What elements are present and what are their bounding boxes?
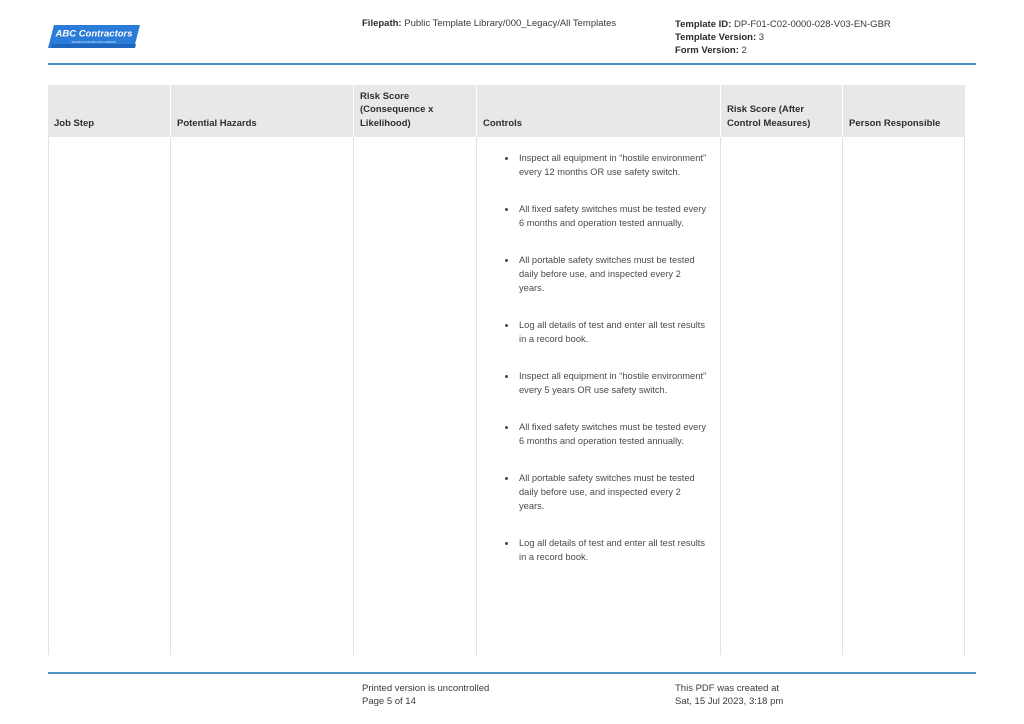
- form-version-label: Form Version:: [675, 45, 739, 56]
- cell-risk-score: [353, 137, 476, 655]
- form-version: [675, 44, 891, 57]
- footer-right: [675, 682, 783, 708]
- control-item: Inspect all equipment in “hostile environment” every 5 years OR use safety switch.: [503, 369, 712, 397]
- filepath-label: Filepath:: [362, 18, 402, 29]
- risk-assessment-table: [48, 85, 965, 655]
- template-id-label: Template ID:: [675, 19, 732, 30]
- control-item: Inspect all equipment in “hostile environment” every 12 months OR use safety switch.: [503, 151, 712, 179]
- control-item: All fixed safety switches must be tested every 6 months and operation tested annually.: [503, 202, 712, 230]
- column-header-job-step: Job Step: [48, 85, 170, 137]
- cell-potential-hazards: [170, 137, 353, 655]
- column-header-controls: Controls: [476, 85, 720, 137]
- header-divider: [48, 63, 976, 65]
- footer-left: [362, 682, 489, 708]
- form-version-value: 2: [741, 45, 747, 56]
- template-version-value: 3: [758, 32, 765, 43]
- control-item: Log all details of test and enter all test results in a record book.: [503, 318, 712, 346]
- control-item: Log all details of test and enter all test results in a record book.: [503, 536, 712, 564]
- svg-text:ABC Contractors: ABC Contractors: [55, 28, 133, 40]
- cell-risk-score-after: [720, 137, 842, 655]
- footer-divider: [48, 672, 976, 674]
- template-version: [675, 31, 891, 44]
- filepath: [362, 18, 616, 29]
- template-id-value: DP-F01-C02-0000-028-V03-EN-GBR: [733, 19, 891, 30]
- column-header-potential-hazards: Potential Hazards: [170, 85, 353, 137]
- template-version-label: Template Version:: [675, 32, 757, 43]
- created-timestamp: Sat, 15 Jul 2023, 3:18 pm: [675, 696, 784, 707]
- cell-controls: [476, 137, 720, 655]
- control-item: All fixed safety switches must be tested every 6 months and operation tested annually.: [503, 420, 712, 448]
- control-item: All portable safety switches must be tested daily before use, and inspected every 2 years.: [503, 471, 712, 513]
- cell-job-step: [48, 137, 170, 655]
- cell-person-responsible: [842, 137, 965, 655]
- control-item: All portable safety switches must be tested daily before use, and inspected every 2 years.: [503, 253, 712, 295]
- created-label: This PDF was created at: [675, 683, 780, 694]
- column-header-risk-score-after: Risk Score (After Control Measures): [720, 85, 842, 137]
- template-id: [675, 18, 891, 31]
- company-logo: [48, 24, 140, 49]
- column-header-risk-score: Risk Score (Consequence x Likelihood): [353, 85, 476, 137]
- controls-list: [503, 151, 712, 564]
- svg-text:EXAMPLE CONTRACTOR COMPANY: EXAMPLE CONTRACTOR COMPANY: [71, 41, 117, 44]
- uncontrolled-notice: Printed version is uncontrolled: [362, 683, 490, 694]
- column-header-person-responsible: Person Responsible: [842, 85, 965, 137]
- filepath-value: Public Template Library/000_Legacy/All Templates: [404, 18, 617, 29]
- abc-contractors-logo-icon: [48, 24, 140, 49]
- template-meta: [675, 18, 891, 57]
- page-number: Page 5 of 14: [362, 696, 416, 707]
